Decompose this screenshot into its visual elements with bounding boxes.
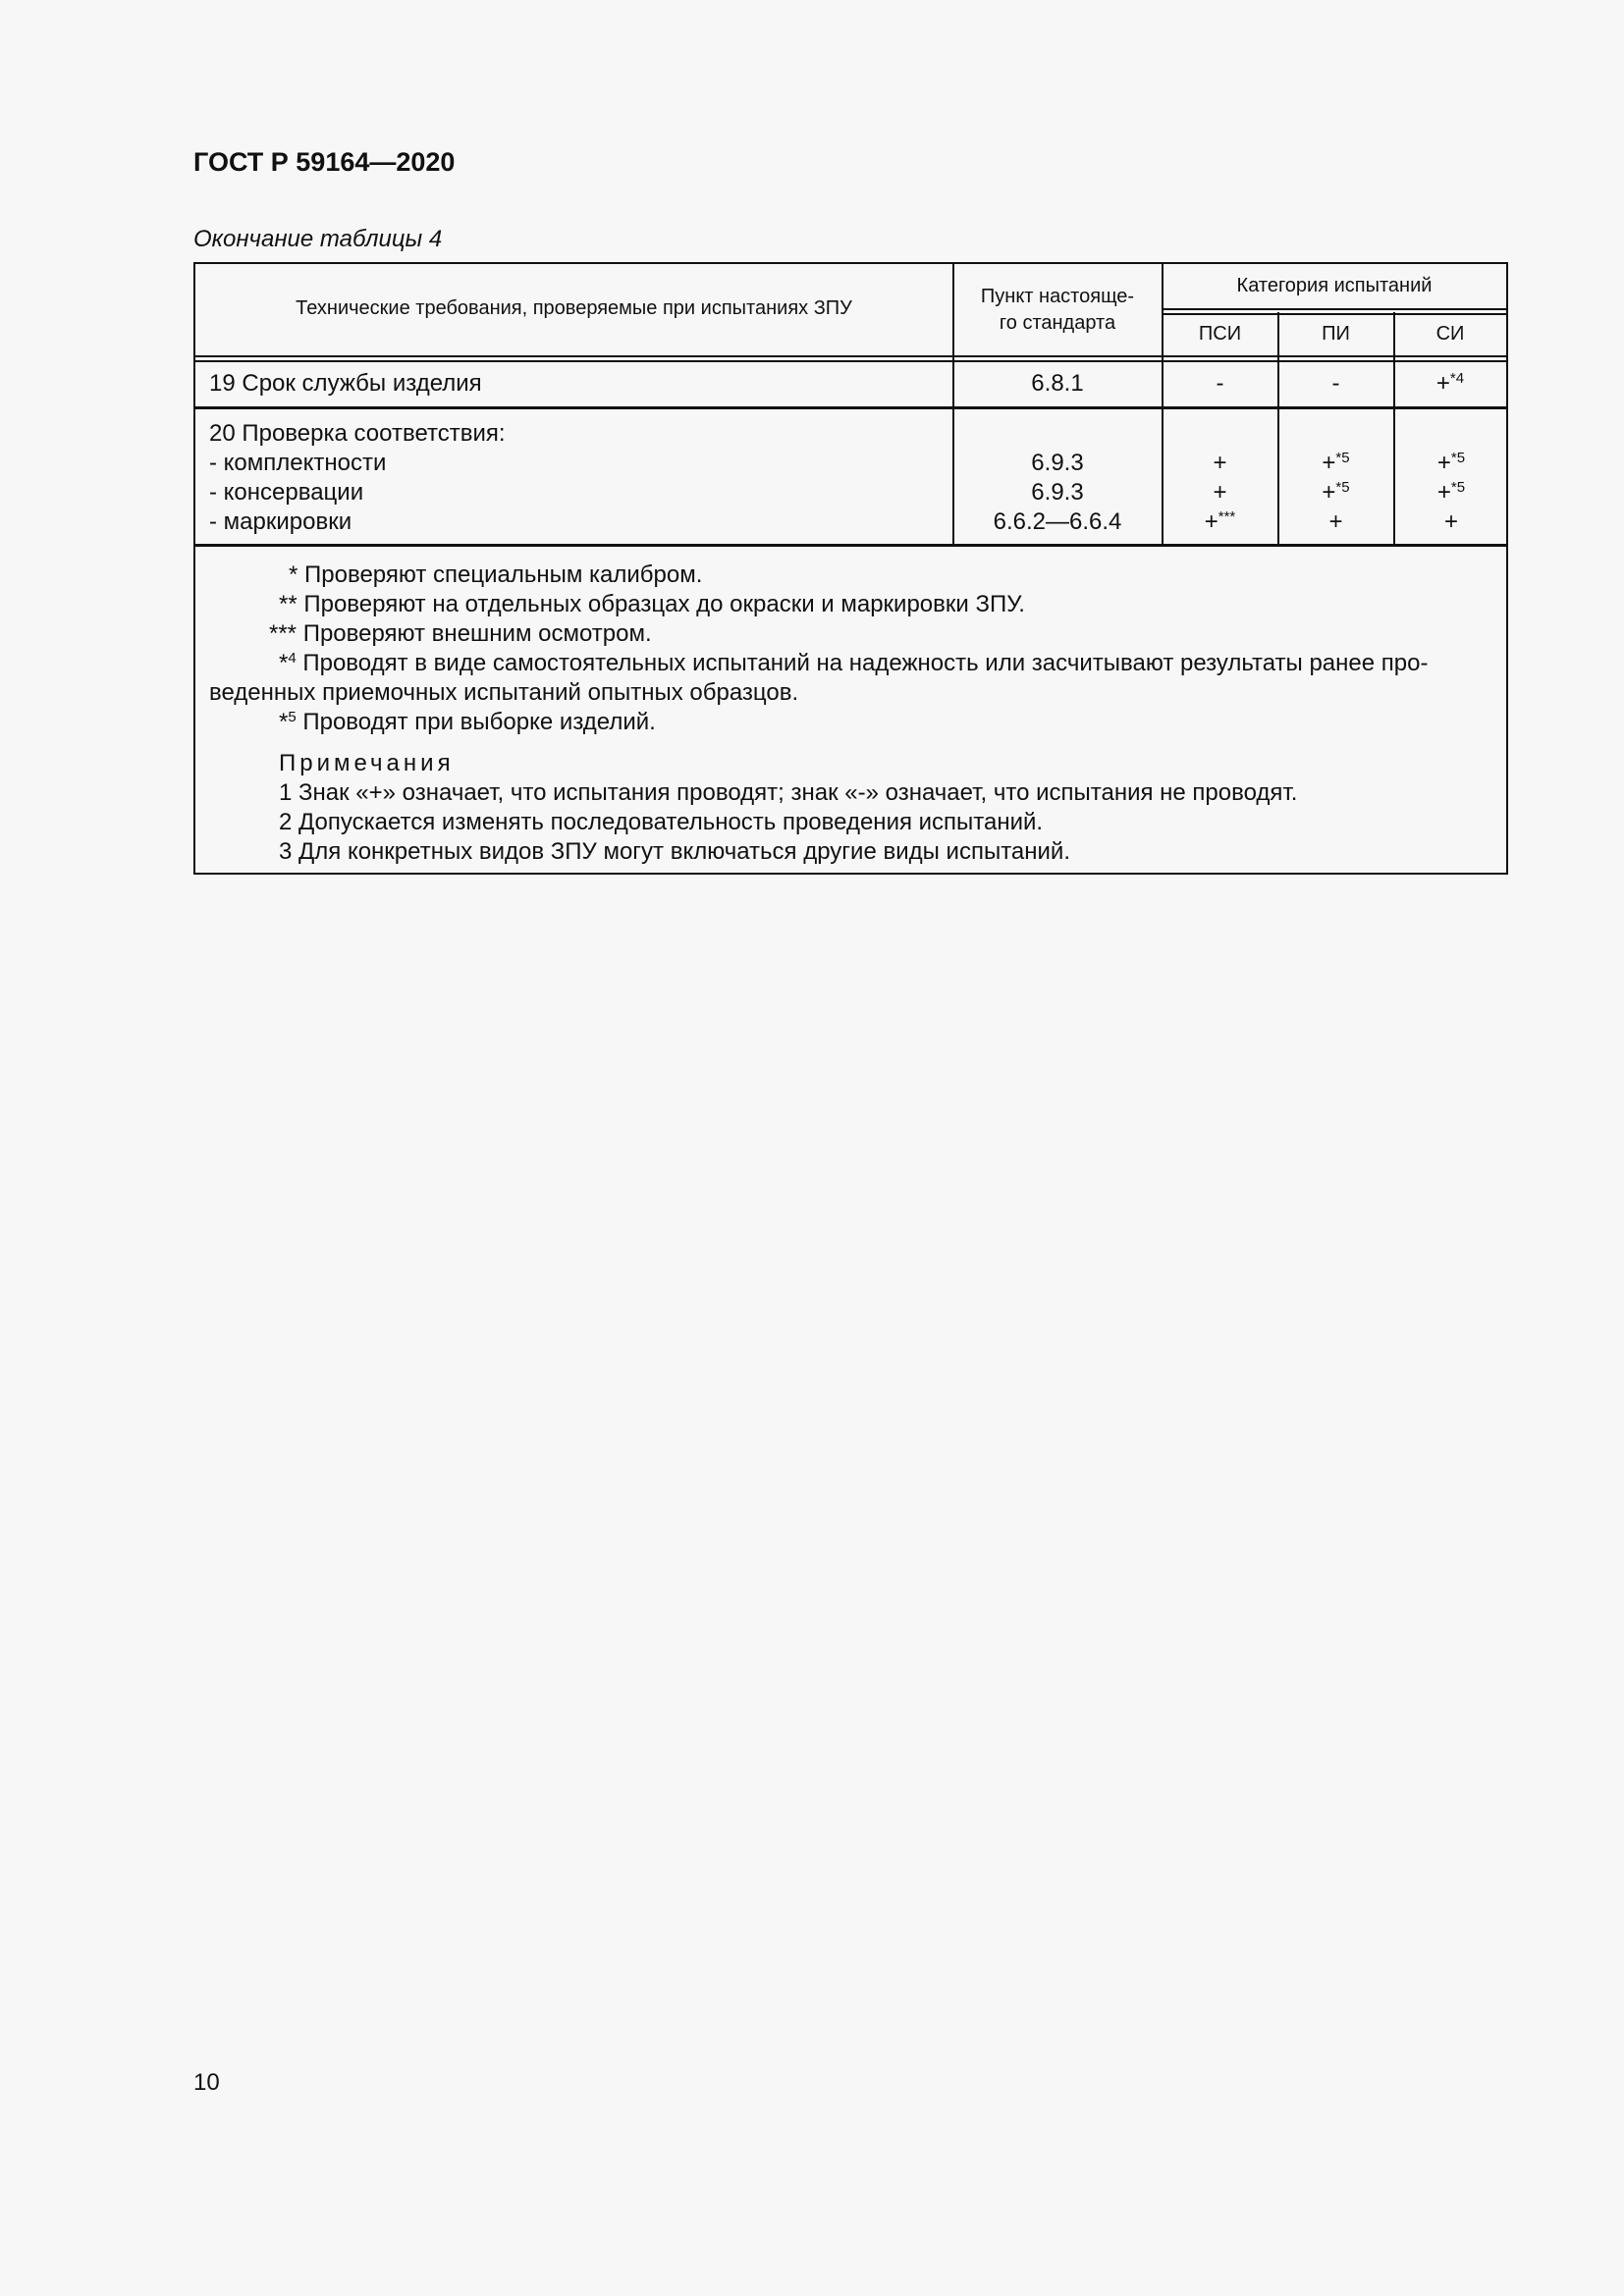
notes-title: Примечания: [279, 750, 455, 776]
divider: [195, 544, 1506, 547]
divider: [195, 355, 1506, 357]
value: - комплектности: [209, 450, 387, 476]
superscript: *5: [1450, 450, 1466, 466]
header-clause-line: Пункт настояще-: [980, 286, 1135, 307]
note: 1 Знак «+» означает, что испытания проводят; знак «-» означает, что испытания не проводят.: [279, 779, 1298, 806]
row19-pi: -: [1331, 370, 1340, 397]
value: - маркировки: [209, 508, 352, 535]
header-clause-line: го стандарта: [999, 312, 1116, 334]
value: +: [1322, 450, 1336, 476]
row20-clause: [953, 507, 1162, 537]
value: +: [1322, 479, 1336, 506]
value: +: [1435, 370, 1450, 397]
divider: [195, 360, 1506, 362]
row20-pi: [1278, 449, 1393, 478]
value: 6.9.3: [1031, 479, 1084, 506]
header-clause: [953, 284, 1162, 337]
divider: [1163, 308, 1506, 310]
table-caption: Окончание таблицы 4: [193, 226, 443, 252]
header-requirements: Технические требования, проверяемые при испытаниях ЗПУ: [296, 297, 852, 319]
row20-label: [209, 478, 363, 507]
header-category: Категория испытаний: [1236, 275, 1433, 296]
header-si: СИ: [1435, 323, 1465, 345]
row20-si: [1394, 478, 1508, 507]
row20-pi: [1278, 478, 1393, 507]
value: +: [1328, 508, 1343, 535]
footnote: *$^5$ Проводят при выборке изделий.: [279, 709, 656, 735]
note: 3 Для конкретных видов ЗПУ могут включаться другие виды испытаний.: [279, 838, 1070, 865]
value: +: [1213, 450, 1227, 476]
value: 6.9.3: [1031, 450, 1084, 476]
row19-psi: -: [1216, 370, 1224, 397]
superscript: *5: [1335, 479, 1350, 496]
value: +: [1436, 450, 1451, 476]
page-number: 10: [193, 2069, 220, 2096]
note: 2 Допускается изменять последовательность проведения испытаний.: [279, 809, 1044, 835]
header-pi: ПИ: [1322, 323, 1350, 345]
row20-psi: [1163, 507, 1277, 537]
footnotes: [195, 549, 1506, 867]
footnote: ** Проверяют на отдельных образцах до окраски и маркировки ЗПУ.: [279, 591, 1025, 617]
value: - консервации: [209, 479, 364, 506]
superscript: *5: [1450, 479, 1466, 496]
superscript: *5: [1335, 450, 1350, 466]
footnote-continuation: веденных приемочных испытаний опытных образцов.: [209, 679, 799, 706]
row20-pi: [1278, 507, 1393, 537]
value: +: [1443, 508, 1458, 535]
value: 6.6.2—6.6.4: [993, 508, 1122, 535]
divider: [195, 406, 1506, 409]
value: +: [1436, 479, 1451, 506]
row20-si: [1394, 507, 1508, 537]
header-psi: ПСИ: [1198, 323, 1242, 345]
row20-psi: [1163, 478, 1277, 507]
divider: [1163, 313, 1506, 315]
footnote: *** Проверяют внешним осмотром.: [269, 620, 652, 647]
row19-label: 19 Срок службы изделия: [209, 370, 482, 397]
value: +: [1213, 479, 1227, 506]
row20-label: 20 Проверка соответствия:: [209, 420, 506, 447]
row19-clause: 6.8.1: [1031, 370, 1084, 397]
row20-psi: [1163, 449, 1277, 478]
row20-label: [209, 507, 352, 537]
row19-si: [1394, 369, 1506, 399]
footnote: * Проверяют специальным калибром.: [289, 561, 703, 588]
row20-clause: [953, 478, 1162, 507]
superscript: ***: [1218, 508, 1236, 525]
footnote: *$^4$ Проводят в виде самостоятельных испытаний на надежность или засчитывают результаты ранее про-: [279, 650, 1429, 676]
superscript: *4: [1449, 370, 1465, 387]
test-table: [193, 262, 1508, 875]
document-header: ГОСТ Р 59164—2020: [193, 147, 456, 177]
row20-clause: [953, 449, 1162, 478]
value: +: [1204, 508, 1218, 535]
row20-si: [1394, 449, 1508, 478]
row20-label: [209, 449, 386, 478]
